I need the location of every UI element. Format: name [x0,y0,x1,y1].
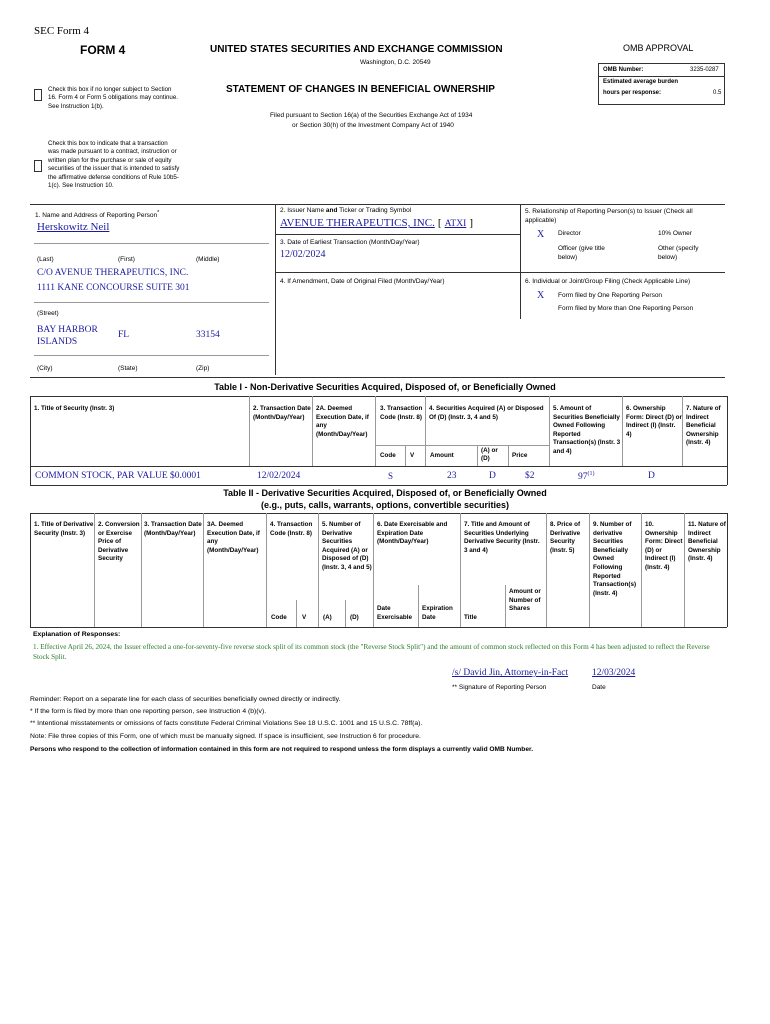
street-label: (Street) [37,310,59,317]
reporting-person-name: Herskowitz Neil [37,221,110,233]
t1-h5: 5. Amount of Securities Beneficially Owned Following Reported Transaction(s) (Instr. 3 and 4) [553,405,621,455]
city-label: (City) [37,365,53,372]
omb-persons-note: Persons who respond to the collection of information contained in this form are not required to respond unless the form displays a currently valid OMB Number. [30,746,534,753]
t2-h5: 5. Number of Derivative Securities Acquired (A) or Disposed of (D) (Instr. 3, 4 and 5) [322,521,372,571]
issuer-ticker: ATXI [444,219,467,229]
t1-h1: 1. Title of Security (Instr. 3) [34,405,115,412]
omb-title: OMB APPROVAL [623,43,694,53]
state-label: (State) [118,365,138,372]
t1-row-ad: D [489,471,496,481]
issuer-line: AVENUE THERAPEUTICS, INC. [ ATXI ] [280,217,473,229]
table2-title-1: Table II - Derivative Securities Acquired, Disposed of, or Beneficially Owned [223,488,547,498]
t2-h1: 1. Title of Derivative Security (Instr. 3) [34,521,94,537]
officer-label[interactable]: Officer (give title below) [558,245,605,261]
zip-label: (Zip) [196,365,210,372]
note-2: ** Intentional misstatements or omissions of facts constitute Federal Criminal Violations See 18 U.S.C. 1001 and 15 U.S.C. 78ff(a). [30,720,423,727]
table2-title-2: (e.g., puts, calls, warrants, options, convertible securities) [260,500,510,510]
t1-h2a: 2A. Deemed Execution Date, if any (Month/Day/Year) [316,405,369,438]
omb-number-value: 3235-0287 [690,67,719,73]
ten-percent-owner-label[interactable]: 10% Owner [658,230,692,237]
note-3: Note: File three copies of this Form, one of which must be manually signed. If space is insufficient, see Instruction 6 for procedure. [30,733,421,740]
other-label[interactable]: Other (specify below) [658,245,699,261]
t1-sub-price: Price [512,452,528,459]
t1-row-owned: 97$^{(1)}$ [578,471,595,483]
box2-label: 2. Issuer Name and Ticker or Trading Symbol [280,207,412,214]
one-person-mark: X [537,290,545,301]
t2-h6: 6. Date Exercisable and Expiration Date (Month/Day/Year) [377,521,448,546]
middle-label: (Middle) [196,256,220,263]
signature-date: 12/03/2024 [592,668,636,678]
state-value: FL [118,330,130,340]
t1-h6: 6. Ownership Form: Direct (D) or Indirect (I) (Instr. 4) [626,405,682,438]
t2-h11: 11. Nature of Indirect Beneficial Ownership (Instr. 4) [688,521,726,563]
form-name: FORM 4 [80,43,126,57]
t2-sub-expiration: Expiration Date [422,605,453,621]
reminder-note: Reminder: Report on a separate line for each class of securities beneficially owned directly or indirectly. [30,696,341,703]
t2-h10: 10. Ownership Form: Direct (D) or Indirect (I) (Instr. 4) [645,521,683,571]
omb-hours-label: hours per response: [603,90,662,96]
box3-label: 3. Date of Earliest Transaction (Month/Day/Year) [280,239,420,246]
first-label: (First) [118,256,135,263]
t2-sub-a: (A) [323,614,332,621]
t2-h4: 4. Transaction Code (Instr. 8) [270,521,313,537]
city-value: BAY HARBOR ISLANDS [37,325,98,347]
t2-sub-date-exercisable: Date Exercisable [377,605,413,621]
issuer-name: AVENUE THERAPEUTICS, INC. [280,217,435,229]
t1-sub-v: V [410,452,415,459]
t1-row-title: COMMON STOCK, PAR VALUE $0.0001 [35,471,201,481]
t1-sub-code: Code [380,452,396,459]
explanation-text: 1. Effective April 26, 2024, the Issuer effected a one-for-seventy-five reverse stock split of its common stock (the "Reverse Stock Split") and the amount of common stock reflected on this Form 4 has been adjusted to reflect the Reverse Stock Split. [33,643,710,661]
t1-sub-amount: Amount [430,452,454,459]
t2-sub-v: V [302,614,307,621]
t1-h4: 4. Securities Acquired (A) or Disposed Of (D) (Instr. 3, 4 and 5) [429,405,544,421]
t2-h7: 7. Title and Amount of Securities Underlying Derivative Security (Instr. 3 and 4) [464,521,540,554]
box5-label: 5. Relationship of Reporting Person(s) to Issuer (Check all applicable) [525,208,693,224]
box1-label: 1. Name and Address of Reporting Person* [35,210,160,220]
t1-h7: 7. Nature of Indirect Beneficial Ownership (Instr. 4) [686,405,721,447]
rule-10b5-checkbox[interactable] [34,160,42,172]
signature-label: ** Signature of Reporting Person [452,684,547,691]
no-longer-subject-checkbox[interactable] [34,89,42,101]
last-label: (Last) [37,256,54,263]
earliest-transaction-date: 12/02/2024 [280,249,326,260]
t1-row-date: 12/02/2024 [257,471,301,481]
t2-h3: 3. Transaction Date (Month/Day/Year) [144,521,202,537]
t1-row-amount: 23 [447,471,457,481]
commission-city: Washington, D.C. 20549 [360,59,431,66]
t2-sub-d: (D) [350,614,359,621]
address-line-2: 1111 KANE CONCOURSE SUITE 301 [37,283,190,293]
note-1: * If the form is filed by more than one reporting person, see Instruction 4 (b)(v). [30,708,267,715]
box6-label: 6. Individual or Joint/Group Filing (Check Applicable Line) [525,278,691,285]
commission-title: UNITED STATES SECURITIES AND EXCHANGE COMMISSION [210,44,503,55]
no-longer-subject-text: Check this box if no longer subject to Section 16. Form 4 or Form 5 obligations may continue. See Instruction 1(b). [48,86,178,110]
t2-h8: 8. Price of Derivative Security (Instr. 5) [550,521,581,554]
filed-line-2: or Section 30(h) of the Investment Company Act of 1940 [292,122,454,129]
director-label[interactable]: Director [558,230,581,237]
t1-h2: 2. Transaction Date (Month/Day/Year) [253,405,311,421]
signature-value: /s/ David Jin, Attorney-in-Fact [452,668,569,678]
omb-number-label: OMB Number: [603,67,644,73]
t2-sub-code: Code [271,614,287,621]
more-persons-label[interactable]: Form filed by More than One Reporting Person [558,305,694,312]
signature-date-label: Date [592,684,606,691]
t2-sub-amount: Amount or Number of Shares [509,588,541,613]
form-caption: SEC Form 4 [34,25,90,37]
t1-row-form: D [648,471,655,481]
t1-h3: 3. Transaction Code (Instr. 8) [380,405,423,421]
t2-h9: 9. Number of derivative Securities Beneficially Owned Following Reported Transaction(s) (Instr. 4) [593,521,637,597]
t2-sub-title: Title [464,614,477,621]
t1-sub-ad: (A) or (D) [481,447,498,462]
address-line-1: C/O AVENUE THERAPEUTICS, INC. [37,268,189,278]
rule-10b5-text: Check this box to indicate that a transaction was made pursuant to a contract, instruction or written plan for the purchase or sale of equity securities of the issuer that is intended to satisfy the affirmative defense conditions of Rule 10b5-1(c). See Instruction 10. [48,140,180,190]
filed-line-1: Filed pursuant to Section 16(a) of the Securities Exchange Act of 1934 [270,112,473,119]
explanation-label: Explanation of Responses: [33,631,121,638]
one-person-label[interactable]: Form filed by One Reporting Person [558,292,663,299]
zip-value: 33154 [196,330,220,340]
t1-row-price: $2 [525,471,535,481]
director-mark: X [537,229,545,240]
table1-title: Table I - Non-Derivative Securities Acquired, Disposed of, or Beneficially Owned [214,382,556,392]
statement-title: STATEMENT OF CHANGES IN BENEFICIAL OWNERSHIP [226,84,495,95]
omb-hours-value: 0.5 [713,90,722,96]
t2-h3a: 3A. Deemed Execution Date, if any (Month/Day/Year) [207,521,260,554]
t1-row-code: S [388,471,394,481]
box4-label: 4. If Amendment, Date of Original Filed (Month/Day/Year) [280,278,445,285]
t2-h2: 2. Conversion or Exercise Price of Derivative Security [98,521,140,563]
omb-burden-label: Estimated average burden [603,79,679,85]
